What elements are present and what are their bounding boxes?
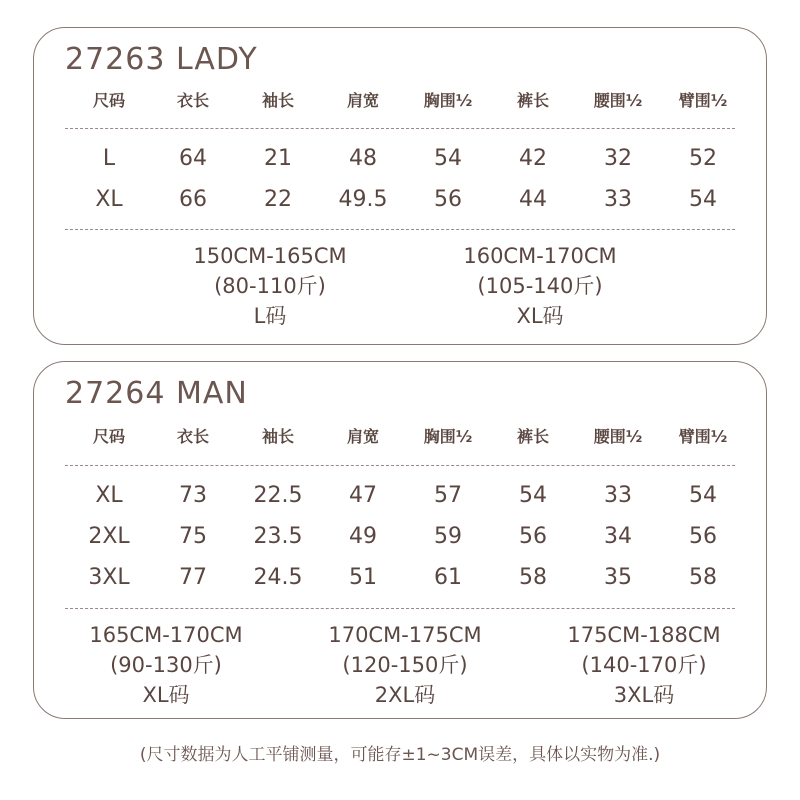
fit-block-2xl [295, 620, 515, 710]
chest-cell: 57 [434, 483, 462, 508]
lady-fit-divider [65, 229, 735, 230]
header-shoulder: 肩宽 [346, 427, 379, 446]
fit-height: 165CM-170CM [89, 623, 243, 647]
fit-weight: (105-140斤) [477, 274, 603, 298]
fit-block-3xl [534, 620, 754, 710]
sleeve-cell: 21 [264, 146, 292, 171]
fit-weight: (140-170斤) [581, 653, 707, 677]
header-arm: 臂围½ [678, 427, 728, 446]
table-row [34, 185, 766, 215]
waist-cell: 34 [604, 524, 632, 549]
man-header-row [34, 422, 766, 452]
fit-height: 175CM-188CM [567, 623, 721, 647]
table-row [34, 563, 766, 593]
measurement-note: (尺寸数据为人工平铺测量，可能存±1~3CM误差，具体以实物为准.) [139, 745, 661, 765]
table-row [34, 522, 766, 552]
arm-cell: 54 [689, 187, 717, 212]
chest-cell: 56 [434, 187, 462, 212]
arm-cell: 54 [689, 483, 717, 508]
arm-cell: 58 [689, 565, 717, 590]
header-length: 衣长 [176, 91, 209, 110]
shoulder-cell: 48 [349, 146, 377, 171]
fit-block-l [160, 241, 380, 331]
header-pants: 裤长 [516, 91, 549, 110]
waist-cell: 33 [604, 187, 632, 212]
man-fit-divider [65, 608, 735, 609]
header-pants: 裤长 [516, 427, 549, 446]
chest-cell: 61 [434, 565, 462, 590]
length-cell: 66 [179, 187, 207, 212]
shoulder-cell: 47 [349, 483, 377, 508]
fit-weight: (120-150斤) [342, 653, 468, 677]
fit-weight: (90-130斤) [110, 653, 222, 677]
fit-size: 2XL码 [374, 683, 436, 707]
table-row [34, 481, 766, 511]
header-shoulder: 肩宽 [346, 91, 379, 110]
size-cell: 3XL [88, 565, 130, 590]
lady-header-divider [65, 128, 735, 129]
lady-size-card [33, 27, 767, 345]
man-card-title: 27264 MAN [65, 376, 248, 411]
header-arm: 臂围½ [678, 91, 728, 110]
lady-card-title: 27263 LADY [65, 42, 258, 77]
shoulder-cell: 51 [349, 565, 377, 590]
sleeve-cell: 22.5 [253, 483, 303, 508]
waist-cell: 35 [604, 565, 632, 590]
fit-weight: (80-110斤) [214, 274, 326, 298]
size-cell: L [102, 146, 116, 171]
fit-height: 160CM-170CM [463, 244, 617, 268]
pants-cell: 54 [519, 483, 547, 508]
length-cell: 77 [179, 565, 207, 590]
pants-cell: 56 [519, 524, 547, 549]
header-sleeve: 袖长 [261, 427, 294, 446]
fit-block-xl [56, 620, 276, 710]
fit-height: 150CM-165CM [193, 244, 347, 268]
header-chest: 胸围½ [423, 427, 473, 446]
length-cell: 73 [179, 483, 207, 508]
fit-size: 3XL码 [613, 683, 675, 707]
shoulder-cell: 49.5 [338, 187, 388, 212]
fit-height: 170CM-175CM [328, 623, 482, 647]
size-cell: XL [95, 187, 123, 212]
waist-cell: 33 [604, 483, 632, 508]
length-cell: 75 [179, 524, 207, 549]
lady-header-row [34, 86, 766, 116]
fit-size: L码 [253, 304, 287, 328]
man-size-card [33, 361, 767, 719]
table-row [34, 144, 766, 174]
sleeve-cell: 23.5 [253, 524, 303, 549]
header-size: 尺码 [92, 91, 125, 110]
fit-size: XL码 [516, 304, 564, 328]
header-waist: 腰围½ [593, 91, 643, 110]
arm-cell: 56 [689, 524, 717, 549]
fit-size: XL码 [142, 683, 190, 707]
header-chest: 胸围½ [423, 91, 473, 110]
size-cell: 2XL [88, 524, 130, 549]
size-cell: XL [95, 483, 123, 508]
waist-cell: 32 [604, 146, 632, 171]
header-sleeve: 袖长 [261, 91, 294, 110]
arm-cell: 52 [689, 146, 717, 171]
sleeve-cell: 22 [264, 187, 292, 212]
chest-cell: 54 [434, 146, 462, 171]
header-size: 尺码 [92, 427, 125, 446]
chest-cell: 59 [434, 524, 462, 549]
pants-cell: 44 [519, 187, 547, 212]
pants-cell: 58 [519, 565, 547, 590]
header-length: 衣长 [176, 427, 209, 446]
sleeve-cell: 24.5 [253, 565, 303, 590]
fit-block-xl [430, 241, 650, 331]
pants-cell: 42 [519, 146, 547, 171]
length-cell: 64 [179, 146, 207, 171]
man-header-divider [65, 465, 735, 466]
shoulder-cell: 49 [349, 524, 377, 549]
header-waist: 腰围½ [593, 427, 643, 446]
